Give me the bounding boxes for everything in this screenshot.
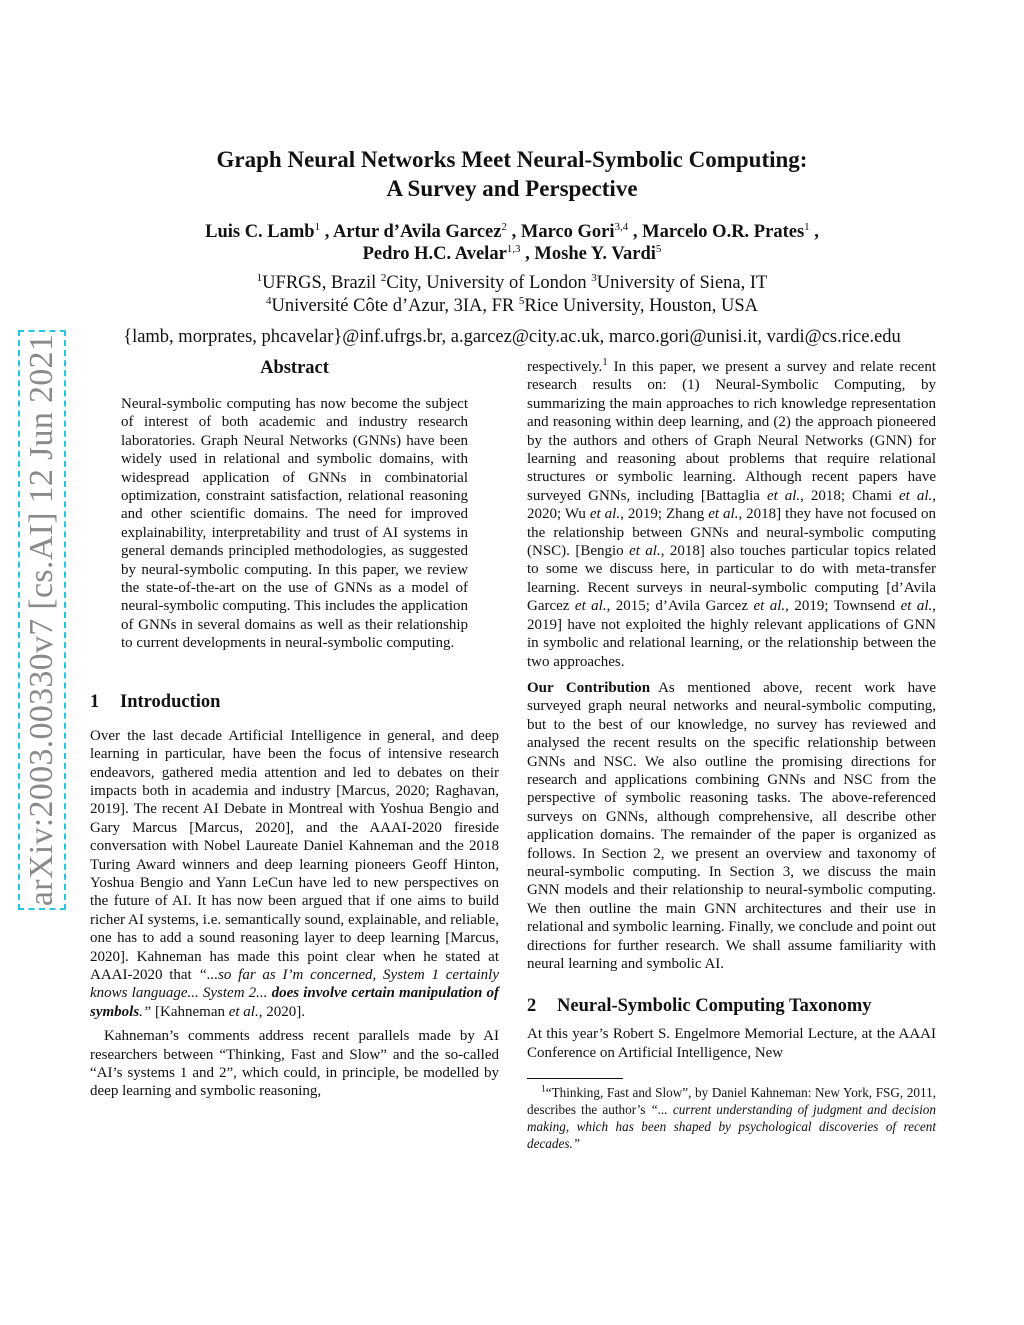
abstract-text: Neural-symbolic computing has now become the subject of interest of both academic and industry research laboratories. Graph Neural Networks (GNNs) have been widely used in relational and symbolic domains, with widespread application of GNNs in combinatorial optimization, constraint satisfaction, relational reasoning and other scientific domains. The need for improved explainability, interpretability and trust of AI systems in general demands principled methodologies, as suggested by neural-symbolic computing. In this paper, we review the state-of-the-art on the use of GNNs as a model of neural-symbolic computing. This includes the application of GNNs in several domains as well as their relationship to current developments in neural-symbolic computing.: [121, 396, 468, 652]
citation-etal: et al.: [766, 487, 801, 504]
author-name: Marcelo O.R. Prates: [642, 222, 805, 242]
author-separator: ,: [320, 222, 333, 242]
affiliation-rice: Rice University, Houston, USA: [524, 296, 759, 316]
left-column: [90, 358, 499, 1101]
contribution-text: As mentioned above, recent work have surveyed graph neural networks and neural-symbolic computing, but to the best of our knowledge, no survey has reviewed and analysed the recent results on the specific relationship between GNNs and NSC. We also outline the promising directions for research and applications combining GNNs and NSC from the perspective of symbolic reasoning tasks. The above-referenced surveys on GNNs, although comprehensive, all describe other application domains. The remainder of the paper is organized as follows. In Section 2, we present an overview and taxonomy of neural-symbolic computing. In Section 3, we discuss the main GNN models and their relationship to neural-symbolic computing. We then outline the main GNN architectures and their use in relational and symbolic learning. Finally, we conclude and point out directions for further research. We shall assume familiarity with neural learning and symbolic AI.: [527, 679, 936, 972]
author-line-1: [60, 221, 964, 243]
section-title: Neural-Symbolic Computing Taxonomy: [557, 996, 872, 1017]
survey-overview-paragraph: [527, 358, 936, 671]
affil-sup: 5: [518, 294, 525, 307]
author-line-2: [60, 243, 964, 265]
citation-etal: et al.: [708, 506, 739, 523]
citation-etal: et al.: [899, 487, 933, 504]
author-separator: ,: [506, 222, 521, 242]
overview-text: , 2020; Wu: [527, 487, 936, 523]
overview-text: In this paper, we present a survey and relate recent research results on: (1) Neural-Symbolic Computing, by summarizing the main approaches to rich knowledge representation and reasoning within deep learning, and (2) the approach pioneered by the authors and others of Graph Neural Networks (GNN) for learning and reasoning about problems that require relational structures or symbolic learning. Although recent papers have surveyed GNNs, including [Battaglia: [527, 359, 936, 504]
overview-text: , 2019; Zhang: [620, 506, 709, 523]
author-separator: ,: [520, 244, 535, 264]
author-separator: ,: [809, 222, 819, 242]
footnote-quote: “... current understanding of judgment and decision making, which has been shaped by psychological discoveries of recent decades.”: [527, 1102, 936, 1151]
section-2-heading: [527, 995, 936, 1017]
overview-text: , 2019; Townsend: [785, 598, 901, 615]
author-name: Moshe Y. Vardi: [534, 244, 656, 264]
author-affil-sup: 1: [804, 220, 810, 233]
right-column: [527, 358, 936, 1152]
overview-text: , 2015; d’Avila Garcez: [606, 598, 754, 615]
kahneman-quote-end: .”: [139, 1003, 152, 1020]
author-list: [60, 221, 964, 265]
citation-etal: et al.: [629, 543, 661, 560]
section-1-heading: [90, 691, 499, 713]
affiliation-siena: University of Siena, IT: [596, 273, 768, 293]
citation-etal: et al.: [228, 1003, 259, 1020]
overview-text: , 2018] they have not focused on the relationship between GNNs and neural-symbolic computing (NSC). [Bengio: [527, 506, 936, 560]
section-title: Introduction: [120, 691, 221, 712]
affiliations: [60, 272, 964, 318]
abstract-heading: Abstract: [260, 358, 329, 378]
section-number: 1: [90, 691, 100, 712]
citation: , 2020].: [258, 1003, 305, 1020]
author-name: Luis C. Lamb: [205, 222, 315, 242]
affiliation-line-2: [60, 295, 964, 318]
author-name: Pedro H.C. Avelar: [362, 244, 507, 264]
overview-text: respectively.: [527, 359, 603, 375]
author-name: Artur d’Avila Garcez: [332, 222, 502, 242]
section-2-paragraph: At this year’s Robert S. Engelmore Memorial Lecture, at the AAAI Conference on Artificial Intelligence, New: [527, 1026, 936, 1061]
affil-sup: 4: [265, 294, 272, 307]
paper-title: [60, 145, 964, 203]
affil-sup: 3: [591, 271, 597, 284]
citation: [Kahneman: [151, 1003, 229, 1020]
footnote-1: [527, 1085, 936, 1152]
overview-text: , 2019] have not exploited the highly relevant applications of GNN in symbolic and relational learning, or the relationship between the two approaches.: [527, 598, 936, 670]
overview-text: , 2018; Chami: [800, 487, 900, 504]
intro-paragraph-2: Kahneman’s comments address recent parallels made by AI researchers between “Thinking, Fast and Slow” and the so-called “AI’s systems 1 and 2”, which could, in principle, be modelled by deep learning and symbolic reasoning,: [90, 1028, 499, 1100]
section-number: 2: [527, 996, 537, 1017]
affil-sup: 1: [256, 271, 263, 284]
contribution-paragraph: [527, 679, 936, 974]
footnote-marker: 1: [602, 356, 608, 368]
affiliation-cote-azur: Université Côte d’Azur, 3IA, FR: [271, 296, 519, 316]
title-line-1: Graph Neural Networks Meet Neural-Symbolic Computing:: [216, 147, 808, 172]
author-name: Marco Gori: [520, 222, 615, 242]
citation-etal: et al.: [589, 506, 621, 523]
intro-text: Over the last decade Artificial Intelligence in general, and deep learning in particular, have been the focus of intensive research endeavors, gathered media attention and led to debates on their impacts both in academia and industry [Marcus, 2020; Raghavan, 2019]. The recent AI Debate in Montreal with Yoshua Bengio and Gary Marcus [Marcus, 2020], and the AAAI-2020 fireside conversation with Nobel Laureate Daniel Kahneman and the 2018 Turing Award winners and deep learning pioneers Geoff Hinton, Yoshua Bengio and Yann LeCun have led to new perspectives on the future of AI. It has now been argued that if one aims to build richer AI systems, i.e. semantically sound, explainable, and reliable, one has to add a sound reasoning layer to deep learning [Marcus, 2020]. Kahneman has made this point clear when he stated at AAAI-2020 that: [90, 727, 499, 983]
citation-etal: et al.: [753, 598, 786, 615]
kahneman-quote-bold: does involve certain manipulation of symbols: [90, 985, 499, 1020]
title-block: [60, 145, 964, 349]
affiliation-line-1: [60, 272, 964, 295]
author-affil-sup: 1,3: [506, 242, 521, 255]
citation-etal: et al.: [900, 598, 933, 615]
author-affil-sup: 2: [501, 220, 507, 233]
affiliation-city: City, University of London: [386, 273, 592, 293]
intro-paragraph-1: [90, 727, 499, 1022]
author-affil-sup: 5: [655, 242, 662, 255]
footnote-text: “Thinking, Fast and Slow”, by Daniel Kahneman: New York, FSG, 2011, describes the author’s: [527, 1085, 936, 1118]
arxiv-identifier: arXiv:2003.00330v7 [cs.AI] 12 Jun 2021: [23, 333, 60, 907]
kahneman-quote: “...so far as I’m concerned, System 1 certainly knows language... System 2...: [90, 966, 500, 1002]
author-emails: {lamb, morprates, phcavelar}@inf.ufrgs.br, a.garcez@city.ac.uk, marco.gori@unisi.it, vardi@cs.rice.edu: [123, 327, 901, 347]
affiliation-ufrgs: UFRGS, Brazil: [262, 273, 381, 293]
footnote-rule: [527, 1078, 623, 1079]
title-line-2: A Survey and Perspective: [386, 176, 638, 201]
author-affil-sup: 1: [314, 220, 321, 233]
affil-sup: 2: [380, 271, 387, 284]
arxiv-side-stamp: [18, 330, 66, 910]
citation-etal: et al.: [574, 598, 607, 615]
overview-text: , 2018] also touches particular topics related to some we discuss here, in particular to do with meta-transfer learning. Recent surveys in neural-symbolic computing [d’Avila Garcez: [527, 543, 936, 615]
author-separator: ,: [628, 222, 643, 242]
author-affil-sup: 3,4: [614, 220, 629, 233]
contribution-run-in-heading: Our Contribution: [527, 679, 651, 696]
footnote-number: 1: [541, 1084, 546, 1095]
